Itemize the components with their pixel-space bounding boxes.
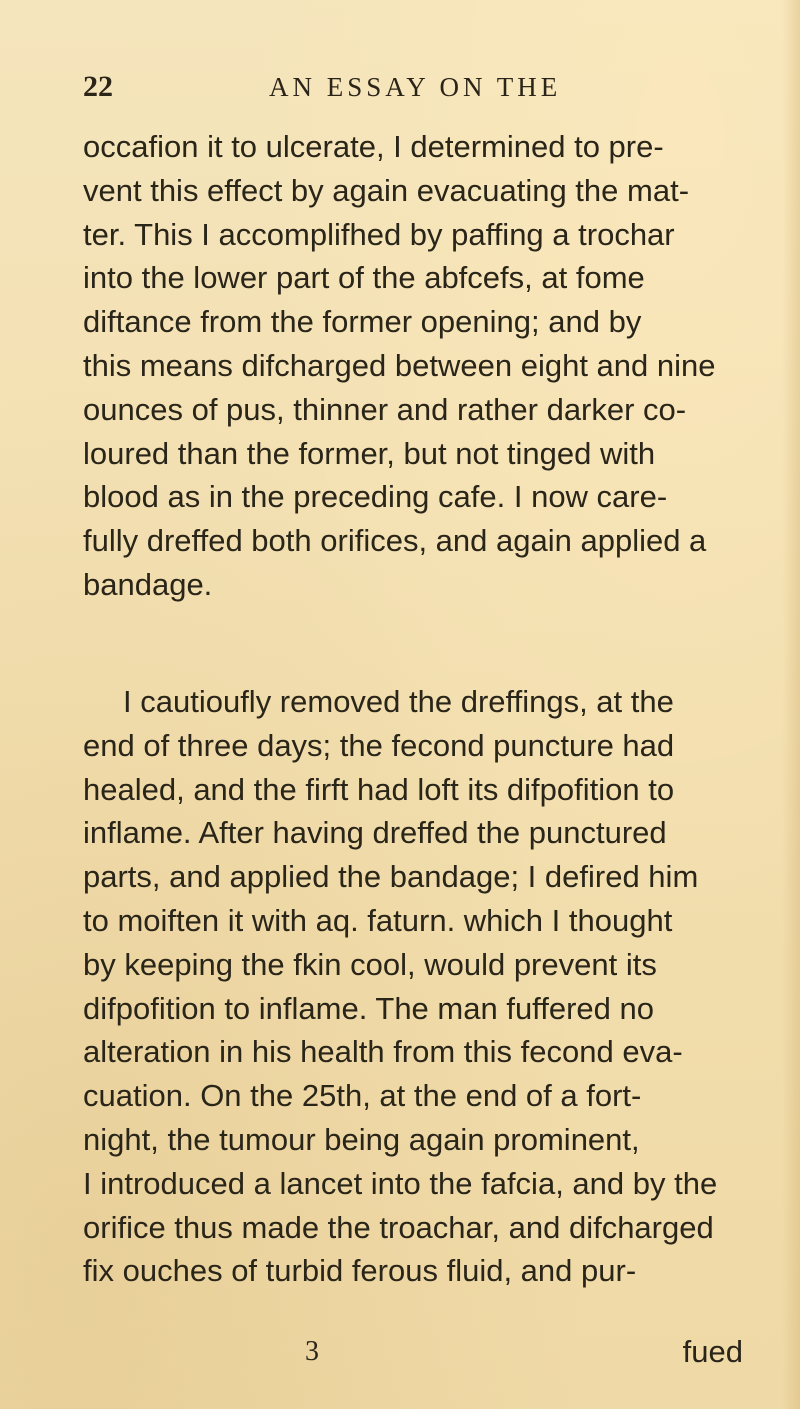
text-line: to moiften it with aq. faturn. which I thought [83,902,673,938]
text-line: loured than the former, but not tinged with [83,435,656,471]
text-line: ounces of pus, thinner and rather darker co- [83,391,687,427]
text-line: inflame. After having dreffed the punctured [83,815,667,851]
text-line: into the lower part of the abfcefs, at fome [83,260,645,296]
paragraph-1 [83,125,743,607]
paragraph-2 [83,680,743,1293]
text-line: I cautioufly removed the dreffings, at the [123,684,674,719]
page-edge-shadow [782,0,800,1409]
text-line: ter. This I accomplifhed by paffing a trochar [83,216,675,252]
catchword: fued [682,1334,743,1369]
text-line: orifice thus made the troachar, and difcharged [83,1209,714,1245]
text-line: difpofition to inflame. The man fuffered no [83,990,654,1026]
running-title: AN ESSAY ON THE [269,72,562,102]
text-line: alteration in his health from this fecond eva- [83,1034,683,1070]
text-line: diftance from the former opening; and by [83,304,642,340]
text-line: fix ouches of turbid ferous fluid, and pur- [83,1253,637,1289]
text-line: blood as in the preceding cafe. I now care- [83,479,668,515]
page-footer [83,1334,743,1374]
text-line: vent this effect by again evacuating the mat- [83,172,690,208]
text-line: fully dreffed both orifices, and again applied a [83,523,707,559]
running-head [83,70,723,110]
text-line: bandage. [83,566,213,602]
text-line: cuation. On the 25th, at the end of a fort- [83,1078,642,1114]
text-line: end of three days; the fecond puncture had [83,727,675,763]
text-line: I introduced a lancet into the fafcia, and by the [83,1165,718,1201]
text-line: occafion it to ulcerate, I determined to pre- [83,129,664,164]
text-line: by keeping the fkin cool, would prevent its [83,946,657,982]
text-line: parts, and applied the bandage; I defired him [83,859,699,895]
text-line: this means difcharged between eight and nine [83,347,716,383]
text-line: healed, and the firft had loft its difpofition to [83,771,675,807]
text-line: night, the tumour being again prominent, [83,1121,640,1157]
signature-mark: 3 [305,1336,319,1367]
page-number: 22 [83,70,113,103]
